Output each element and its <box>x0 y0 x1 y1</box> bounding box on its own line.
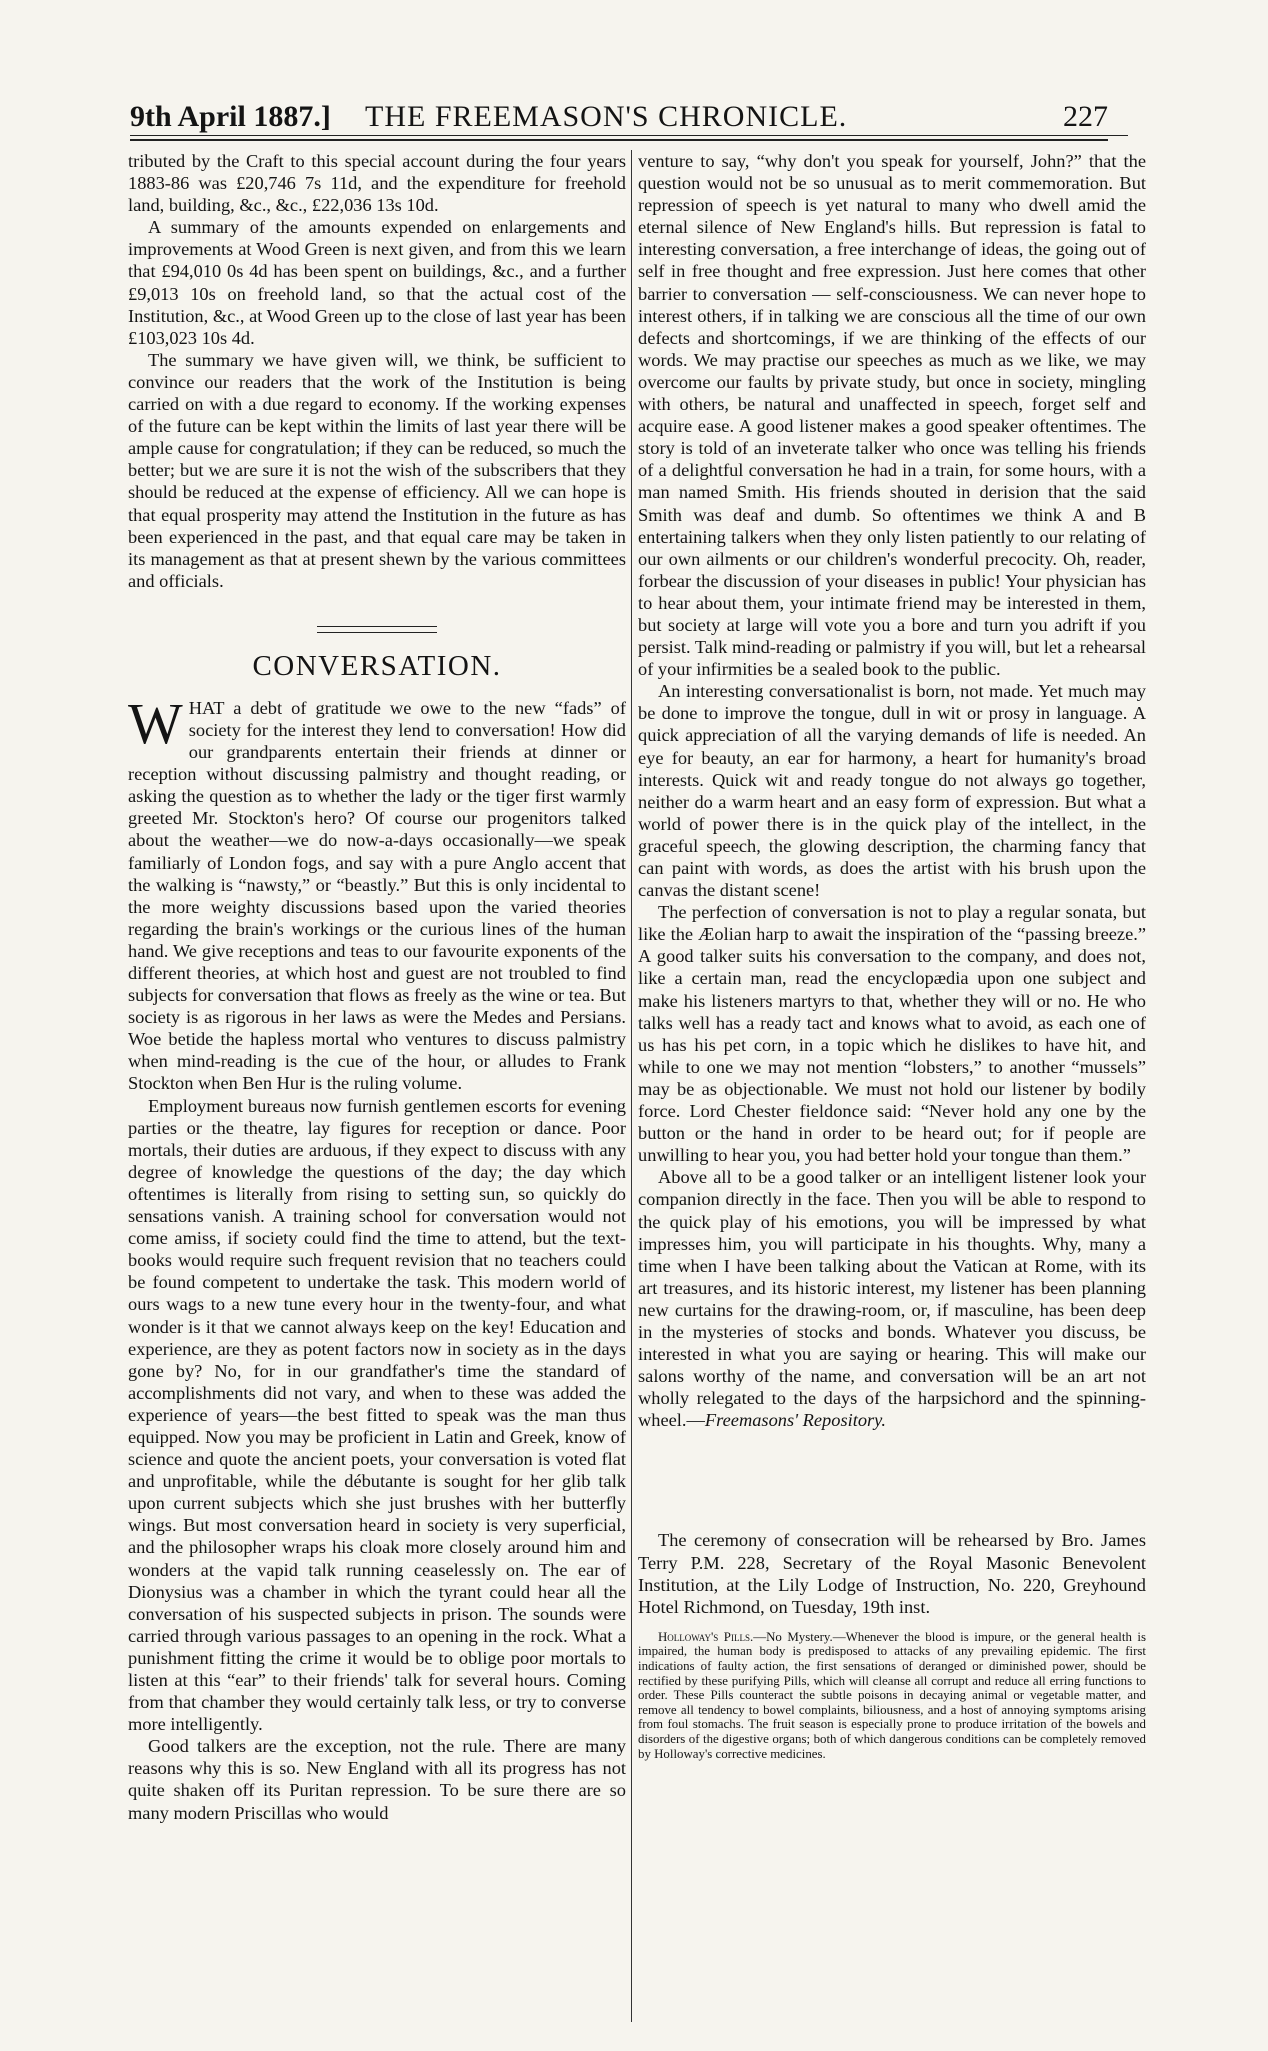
issue-date: 9th April 1887.] <box>130 100 331 133</box>
paragraph: The summary we have given will, we think, be sufficient to convince our readers that the work of the Institution is being carried on with a due regard to economy. If the working expenses of the future can be kept within the limits of last year there will be ample cause for congratulation; if they can be reduced, so much the better; but we are sure it is not the wish of the subscribers that they should be reduced at the expense of efficiency. All we can hope is that equal prosperity may attend the Institution in the future as has been experienced in the past, and that equal care may be taken in its management as that at present shewn by the various committees and officials. <box>128 349 626 591</box>
header-double-rule <box>130 139 1108 141</box>
advert-text: —No Mystery.—Whenever the blood is impure, or the general health is impaired, the human body is predisposed to attacks of any prevailing epidemic. The first indications of faulty action, the first sensations of deranged or diminished power, should be rectified by these purifying Pills, which will cleanse all corrupt and reduce all erring functions to order. These Pills counteract the subtle poisons in decaying animal or vegetable matter, and remove all tendency to bowel complaints, biliousness, and a host of annoying symptoms arising from foul stomachs. The fruit season is especially prone to produce irritation of the bowels and disorders of the digestive organs; both of which dangerous conditions can be completely removed by Holloway's corrective medicines. <box>638 1629 1146 1761</box>
paragraph: Employment bureaus now furnish gentlemen escorts for evening parties or the theatre, lay figures for reception or dance. Poor mortals, their duties are arduous, if they expect to discuss with any degree of knowledge the questions of the day; the day which oftentimes is literally from rising to setting sun, so quickly do sensations vanish. A training school for conversation would not come amiss, if society could find the time to attend, but the text-books would require such frequent revision that no teachers could be found competent to undertake the task. This modern world of ours wags to a new tune every hour in the twenty-four, and what wonder is it that we cannot always keep on the key! Education and experience, are they as potent factors now in society as in the days gone by? No, for in our grandfather's time the standard of accomplishments did not vary, and when to these was added the experience of years—the best fitted to speak was the man thus equipped. Now you may be proficient in Latin and Greek, know of science and quote the ancient poets, your conversation is voted flat and unprofitable, while the débutante is sought for her glib talk upon current subjects which she just brushes with her butterfly wings. But most conversation heard in society is very superficial, and the philosopher wraps his cloak more closely around him and wonders at the vapid talk running ceaselessly on. The ear of Dionysius was a chamber in which the tyrant could hear all the conversation of his suspected subjects in prison. The sounds were carried through various passages to an opening in the rock. What a punishment fitting the crime it would be to oblige poor mortals to listen at this “ear” to their friends' talk for several hours. Coming from that chamber they would certainly talk less, or try to converse more intelligently. <box>128 1095 626 1735</box>
running-header <box>130 100 1128 134</box>
paragraph <box>638 1166 1146 1431</box>
advertisement <box>638 1630 1146 1761</box>
first-paragraph-text: HAT a debt of gratitude we owe to the new “fads” of society for the interest they lend to conversation! How did our grandparents entertain their friends at dinner or reception without discussing palmistry and thought reading, or asking the question as to whether the lady or the tiger first warmly greeted Mr. Stockton's hero? Of course our progenitors talked about the weather—we do now-a-days occasionally—we speak familiarly of London fogs, and say with a pure Anglo accent that the walking is “nawsty,” or “beastly.” But this is only incidental to the more weighty discussions based upon the varied theories regarding the brain's workings or the curious lines of the human hand. We give receptions and teas to our favourite exponents of the different theories, at which host and guest are not troubled to find subjects for conversation that flows as freely as the wine or tea. But society is as rigorous in her laws as were the Medes and Persians. Woe betide the hapless mortal who ventures to discuss palmistry when mind-reading is the cue of the hour, or alludes to Frank Stockton when Ben Hur is the ruling volume. <box>128 697 626 1094</box>
paragraph: Good talkers are the exception, not the rule. There are many reasons why this is so. New England with all its progress has not quite shaken off its Puritan repression. To be sure there are so many modern Priscillas who would <box>128 1736 626 1823</box>
spacer <box>638 1431 1146 1529</box>
article-first-paragraph <box>128 690 626 1095</box>
advert-title: Holloway's Pills. <box>658 1629 754 1644</box>
paragraph: The perfection of conversation is not to play a regular sonata, but like the Æolian harp to await the inspiration of the “passing breeze.” A good talker suits his conversation to the company, and does not, like a certain man, read the encyclopædia upon one subject and make his listeners martyrs to that, whether they will or no. He who talks well has a ready tact and knows what to avoid, as each one of us has his pet corn, in a topic which he dislikes to have hit, and while to one we may not mention “lobsters,” to another “mussels” may be as objectionable. We must not hold our listener by bodily force. Lord Chester fieldonce said: “Never hold any one by the button or the hand in order to be heard out; for if people are unwilling to hear you, you had better hold your tongue than them.” <box>638 902 1146 1166</box>
paragraph: venture to say, “why don't you speak for yourself, John?” that the question would not be so unusual as to merit commemoration. But repression of speech is yet natural to many who dwell amid the eternal silence of New England's hills. But repression is fatal to interesting conversation, a free interchange of ideas, the going out of self in free thought and free expression. Just here comes that other barrier to conversation — self-consciousness. We can never hope to interest others, if in talking we are conscious all the time of our own defects and shortcomings, if we are thinking of the effects of our words. We may practise our speeches as much as we like, we may overcome our faults by private study, but once in society, mingling with others, be natural and unaffected in speech, forget self and acquire ease. A good listener makes a good speaker oftentimes. The story is told of an inveterate talker who once was telling his friends of a delightful conversation he had in a train, for some hours, with a man named Smith. His friends shouted in derision that the said Smith was deaf and dumb. So oftentimes we think A and B entertaining talkers when they only listen patiently to our relating of our own ailments or our children's wonderful precocity. Oh, reader, forbear the discussion of your diseases in public! Your physician has to hear about them, your intimate friend may be interested in them, but society at large will vote you a bore and turn you adrift if you persist. Talk mind-reading or palmistry if you will, but let a rehearsal of your infirmities be a sealed book to the public. <box>638 151 1146 680</box>
page-number: 227 <box>1063 100 1108 133</box>
masthead-title: THE FREEMASON'S CHRONICLE. <box>365 100 848 133</box>
article-heading: CONVERSATION. <box>252 649 502 682</box>
paragraph: An interesting conversationalist is born, not made. Yet much may be done to improve the tongue, dull in wit or prosy in language. A quick appreciation of all the varying demands of life is needed. An eye for beauty, an ear for harmony, a heart for humanity's broad interests. Quick wit and ready tongue do not always go together, neither do a warm heart and an easy form of expression. But what a world of power there is in the quick play of the intellect, in the graceful speech, the glowing description, the charming fancy that can paint with words, as does the artist with his brush upon the canvas the distant scene! <box>638 681 1146 901</box>
article-source: Freemasons' Repository. <box>704 1410 886 1431</box>
drop-cap: W <box>128 690 183 756</box>
paragraph: A summary of the amounts expended on enlargements and improvements at Wood Green is next given, and from this we learn that £94,010 0s 4d has been spent on buildings, &c., and a further £9,013 10s on freehold land, so that the actual cost of the Institution, &c., at Wood Green up to the close of last year has been £103,023 10s 4d. <box>128 217 626 348</box>
column-divider <box>631 150 632 2022</box>
paragraph: tributed by the Craft to this special account during the four years 1883-86 was £20,746 7s 11d, and the expenditure for freehold land, building, &c., &c., £22,036 13s 10d. <box>128 151 626 216</box>
section-separator <box>317 626 437 633</box>
header-rule <box>130 135 1128 136</box>
paragraph-text: Above all to be a good talker or an intelligent listener look your companion directly in the face. Then you will be able to respond to the quick play of his emotions, you will be impressed by what impresses him, you will participate in his thoughts. Why, many a time when I have been talking about the Vatican at Rome, with its art treasures, and its historic interest, my listener has been planning new curtains for the drawing-room, or, if masculine, has been deep in the mysteries of stocks and bonds. Whatever you discuss, be interested in what you are saying or hearing. This will make our salons worthy of the name, and conversation will be an art not wholly relegated to the days of the harpsichord and the spinning-wheel.— <box>638 1167 1146 1431</box>
left-column <box>128 150 626 1824</box>
lodge-notice: The ceremony of consecration will be rehearsed by Bro. James Terry P.M. 228, Secretary of the Royal Masonic Benevolent Institution, at the Lily Lodge of Instruction, No. 220, Greyhound Hotel Richmond, on Tuesday, 19th inst. <box>638 1530 1146 1617</box>
right-column <box>638 150 1146 1761</box>
